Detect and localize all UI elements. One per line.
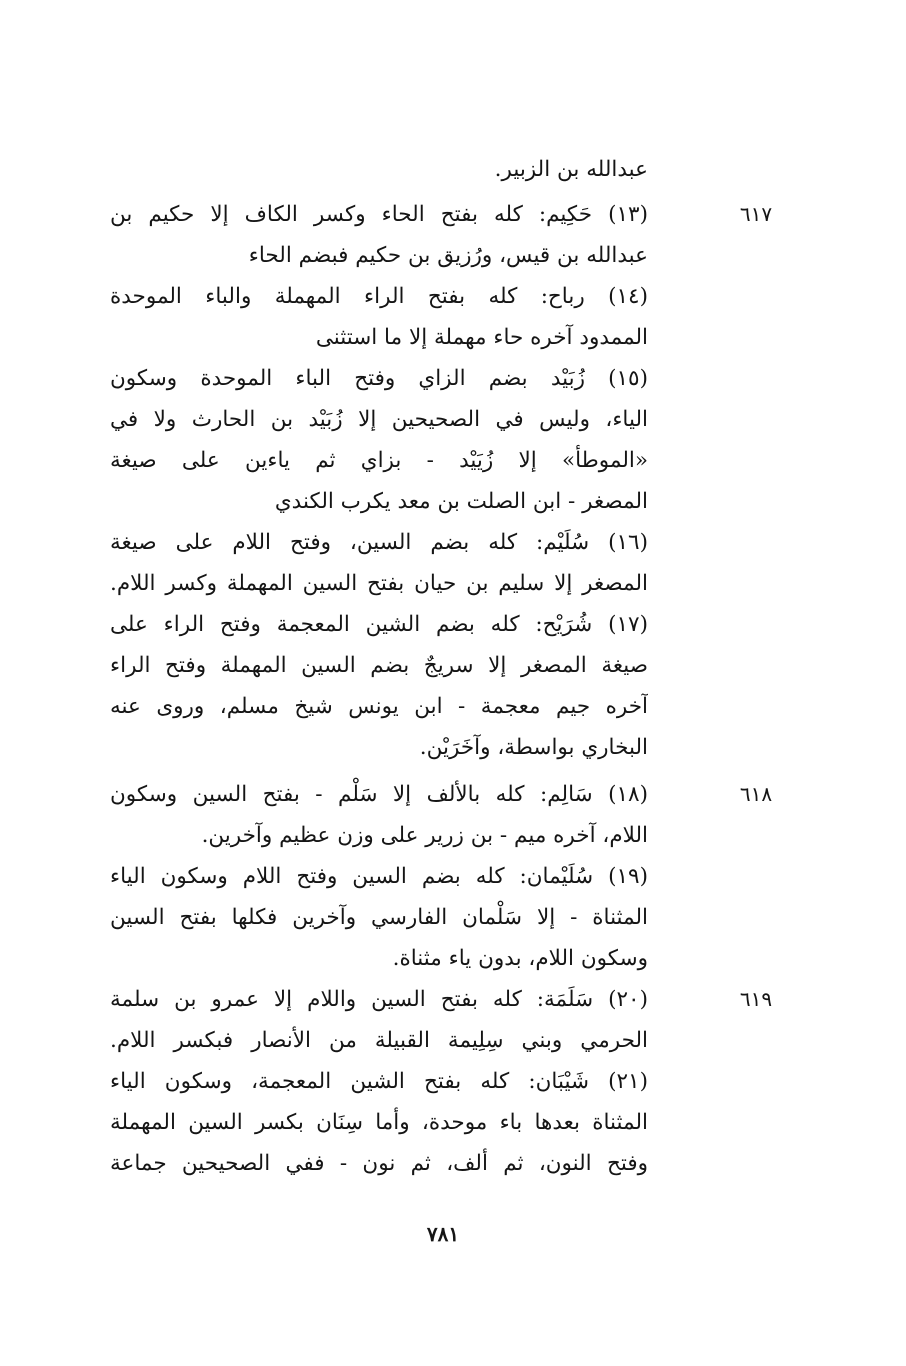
- text-line: المصغر - ابن الصلت بن معد يكرب الكندي: [274, 489, 648, 514]
- text-line: الحرمي وبني سِلِيمة القبيلة من الأنصار فبكسر اللام.: [110, 1028, 648, 1053]
- text-line: (١٧) شُرَيْح: كله بضم الشين المعجمة وفتح الراء على: [110, 612, 648, 637]
- text-line: الممدود آخره حاء مهملة إلا ما استثنى: [315, 325, 648, 350]
- text-line: عبدالله بن الزبير.: [494, 157, 648, 182]
- margin-number: ٦١٧: [739, 202, 773, 226]
- text-line: (١٣) حَكِيم: كله بفتح الحاء وكسر الكاف إلا حكيم بن: [110, 202, 648, 227]
- text-line: (١٤) رباح: كله بفتح الراء المهملة والباء الموحدة: [110, 284, 648, 309]
- text-line: المثناة - إلا سَلْمان الفارسي وآخرين فكلها بفتح السين: [110, 905, 648, 930]
- text-line: الياء، وليس في الصحيحين إلا زُبَيْد بن الحارث ولا في: [110, 407, 648, 432]
- text-line: عبدالله بن قيس، ورُزيق بن حكيم فبضم الحاء: [248, 243, 648, 268]
- text-line: (٢٠) سَلَمَة: كله بفتح السين واللام إلا عمرو بن سلمة: [110, 987, 648, 1012]
- text-line: (١٩) سُلَيْمان: كله بضم السين وفتح اللام وسكون الياء: [110, 864, 648, 889]
- text-line: «الموطأ» إلا زُيَيْد - بزاي ثم ياءين على صيغة: [110, 448, 648, 473]
- text-line: البخاري بواسطة، وآخَرَيْن.: [419, 735, 648, 760]
- text-line: (١٦) سُلَيْم: كله بضم السين، وفتح اللام على صيغة: [110, 530, 648, 555]
- text-line: اللام، آخره ميم - بن زرير على وزن عظيم وآخرين.: [201, 823, 648, 848]
- text-line: (١٨) سَالِم: كله بالألف إلا سَلْم - بفتح السين وسكون: [110, 782, 648, 807]
- text-line: (١٥) زُبَيْد بضم الزاي وفتح الباء الموحدة وسكون: [110, 366, 648, 391]
- text-line: (٢١) شَيْبَان: كله بفتح الشين المعجمة، وسكون الياء: [110, 1069, 648, 1094]
- text-line: آخره جيم معجمة - ابن يونس شيخ مسلم، وروى عنه: [110, 694, 648, 719]
- text-line: وسكون اللام، بدون ياء مثناة.: [392, 946, 648, 971]
- margin-number: ٦١٩: [739, 987, 773, 1011]
- text-line: المصغر إلا سليم بن حيان بفتح السين المهملة وكسر اللام.: [110, 571, 648, 596]
- margin-number: ٦١٨: [739, 782, 773, 806]
- text-line: صيغة المصغر إلا سريجٌ بضم السين المهملة وفتح الراء: [110, 653, 648, 678]
- text-line: المثناة بعدها باء موحدة، وأما سِنَان بكسر السين المهملة: [110, 1110, 648, 1135]
- page-number: ٧٨١: [426, 1222, 460, 1246]
- text-line: وفتح النون، ثم ألف، ثم نون - ففي الصحيحين جماعة: [110, 1151, 648, 1176]
